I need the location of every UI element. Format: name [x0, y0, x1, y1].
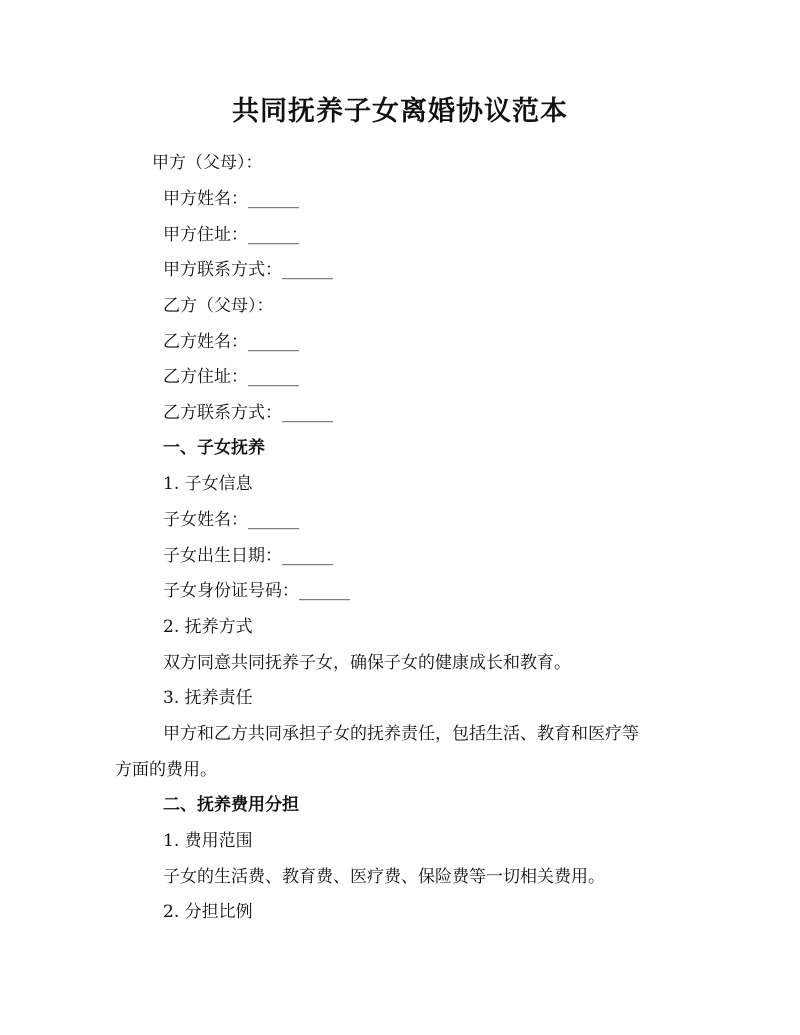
- child-id-number: 子女身份证号码：______: [163, 581, 350, 601]
- cost-scope-text: 子女的生活费、教育费、医疗费、保险费等一切相关费用。: [163, 867, 605, 887]
- document-title: 共同抚养子女离婚协议范本: [232, 96, 568, 127]
- child-birth-date: 子女出生日期：______: [163, 546, 333, 566]
- party-a-contact: 甲方联系方式：______: [163, 260, 333, 280]
- custody-duty-text-1: 甲方和乙方共同承担子女的抚养责任，包括生活、教育和医疗等: [163, 724, 639, 744]
- subsection-child-info: 1. 子女信息: [163, 474, 253, 494]
- party-a-name: 甲方姓名：______: [163, 189, 299, 209]
- party-b-name: 乙方姓名：______: [163, 332, 299, 352]
- party-b-header: 乙方（父母）：: [163, 296, 274, 316]
- subsection-custody-method: 2. 抚养方式: [163, 617, 253, 637]
- subsection-custody-duty: 3. 抚养责任: [163, 688, 253, 708]
- party-b-address: 乙方住址：______: [163, 367, 299, 387]
- section-heading-cost-sharing: 二、抚养费用分担: [163, 795, 299, 815]
- custody-duty-text-2: 方面的费用。: [115, 760, 217, 780]
- section-heading-child-custody: 一、子女抚养: [163, 438, 265, 458]
- subsection-sharing-ratio: 2. 分担比例: [163, 902, 253, 922]
- custody-method-text: 双方同意共同抚养子女，确保子女的健康成长和教育。: [163, 653, 571, 673]
- child-name: 子女姓名：______: [163, 510, 299, 530]
- subsection-cost-scope: 1. 费用范围: [163, 831, 253, 851]
- party-b-contact: 乙方联系方式：______: [163, 403, 333, 423]
- party-a-header: 甲方（父母）：: [152, 153, 263, 173]
- party-a-address: 甲方住址：______: [163, 225, 299, 245]
